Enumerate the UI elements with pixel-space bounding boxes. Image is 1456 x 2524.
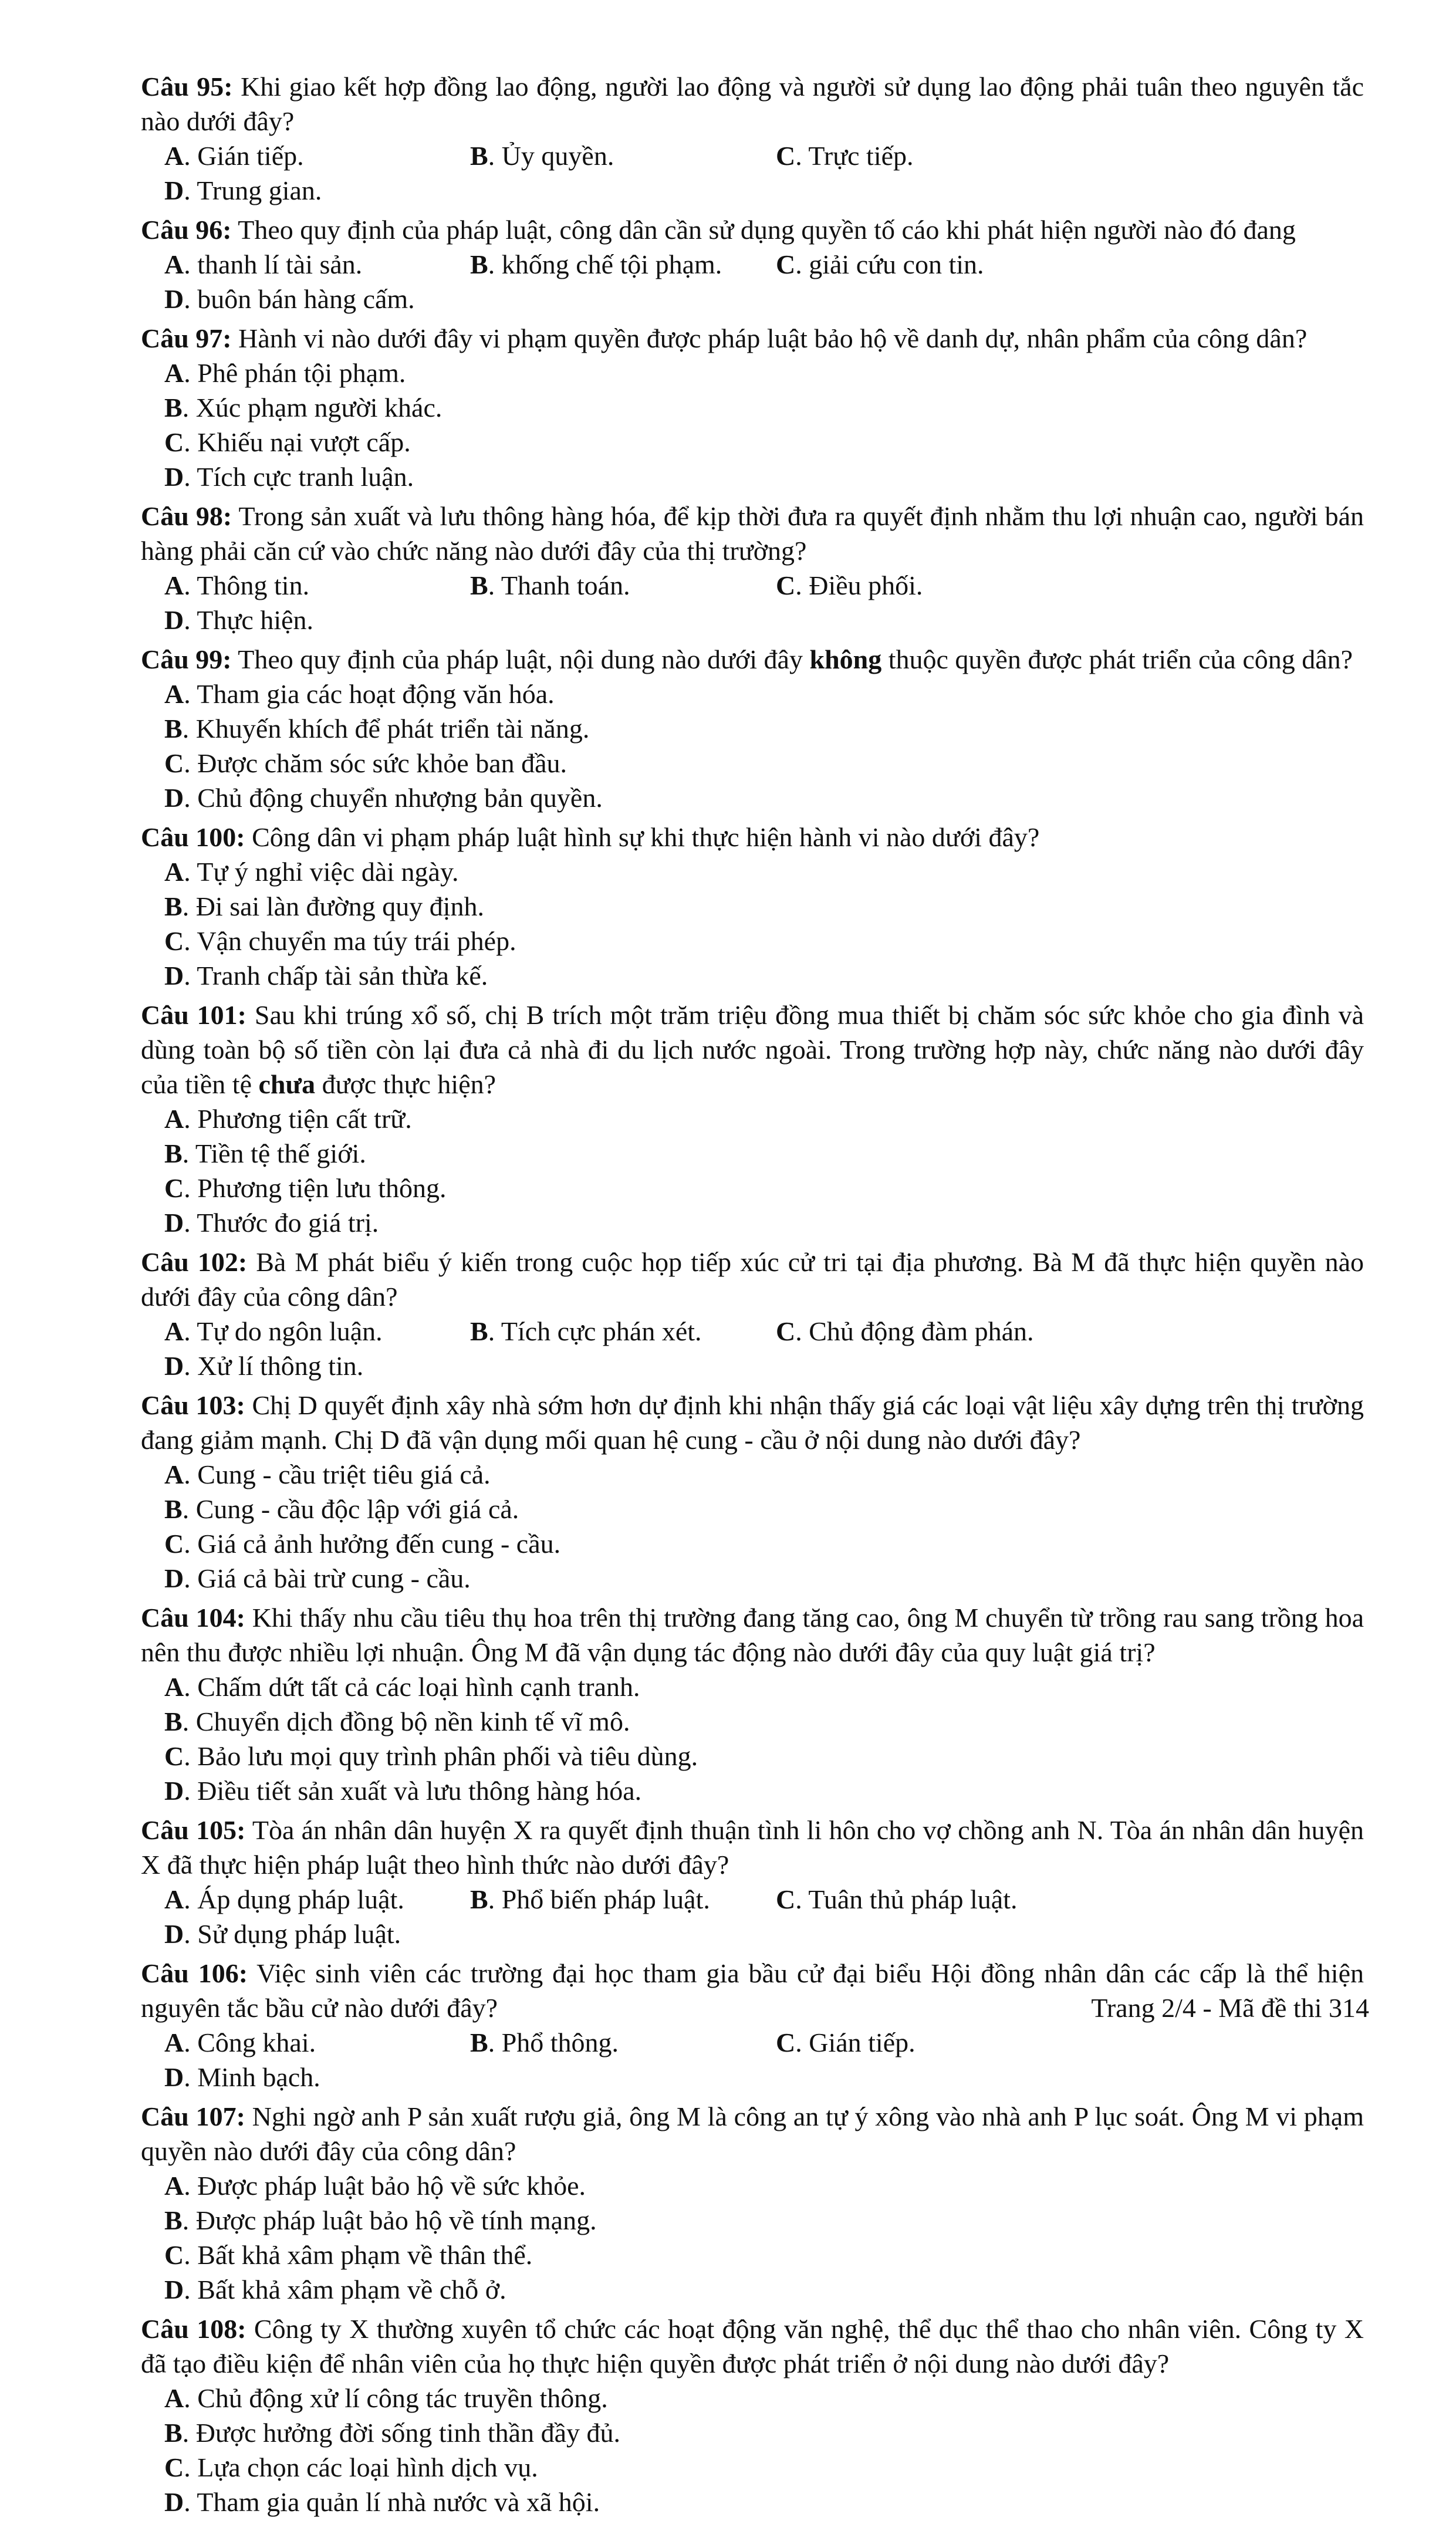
question-number: Câu 103: — [141, 1390, 245, 1420]
option-text: Thực hiện. — [197, 605, 314, 635]
question-number: Câu 107: — [141, 2101, 245, 2131]
question-stem — [141, 212, 1364, 247]
option-a: A. Công khai. — [164, 2028, 316, 2057]
option-letter: C — [776, 1884, 796, 1914]
option-text: Khiếu nại vượt cấp. — [197, 427, 411, 457]
option-letter: C — [164, 1741, 184, 1771]
option-letter: D — [164, 462, 184, 492]
question-number: Câu 96: — [141, 215, 232, 245]
option-letter: C — [164, 1173, 184, 1203]
options-list — [141, 1101, 1364, 1240]
question-block — [141, 212, 1364, 316]
question-text: Bà M phát biểu ý kiến trong cuộc họp tiếp xúc cử tri tại địa phương. Bà M đã thực hiện quyền nào dưới đây của công dân? — [141, 1247, 1364, 1312]
option-b: B. Xúc phạm người khác. — [164, 393, 442, 423]
option-d: D. Xử lí thông tin. — [164, 1351, 364, 1381]
option-letter: A — [164, 2383, 184, 2413]
option-c: C. Gián tiếp. — [776, 2028, 916, 2057]
option-letter: A — [164, 1884, 184, 1914]
question-block — [141, 69, 1364, 208]
question-stem — [141, 321, 1364, 356]
option-a: A. Phê phán tội phạm. — [164, 358, 406, 388]
option-d: D. Thực hiện. — [164, 605, 314, 635]
option-text: Trực tiếp. — [808, 141, 914, 171]
question-number: Câu 102: — [141, 1247, 248, 1277]
option-letter: B — [470, 1316, 488, 1346]
question-text: Theo quy định của pháp luật, công dân cần sử dụng quyền tố cáo khi phát hiện người nào đó đang — [231, 215, 1296, 245]
option-a: A. Áp dụng pháp luật. — [164, 1884, 404, 1914]
option-letter: C — [776, 2028, 796, 2057]
option-letter: A — [164, 141, 184, 171]
option-b: B. Ủy quyền. — [470, 141, 614, 171]
option-letter: D — [164, 783, 184, 813]
question-text: Công ty X thường xuyên tổ chức các hoạt động văn nghệ, thể dục thể thao cho nhân viên. Công ty X đã tạo điều kiện để nhân viên của họ thực hiện quyền được phát triển ở nội dung nào dưới đây? — [141, 2314, 1364, 2378]
option-text: Trung gian. — [197, 175, 322, 205]
option-letter: D — [164, 2487, 184, 2517]
option-a: A. Thông tin. — [164, 570, 310, 600]
option-a: A. Phương tiện cất trữ. — [164, 1104, 412, 1134]
question-stem — [141, 2312, 1364, 2381]
option-text: Tích cực phán xét. — [501, 1316, 702, 1346]
option-text: Phổ biến pháp luật. — [501, 1884, 710, 1914]
option-text: Thông tin. — [197, 570, 310, 600]
option-text: Khuyến khích để phát triển tài năng. — [195, 714, 590, 744]
option-d: D. buôn bán hàng cấm. — [164, 284, 415, 314]
question-text: thuộc quyền được phát triển của công dân? — [881, 644, 1353, 674]
option-letter: A — [164, 1459, 184, 1489]
option-letter: B — [164, 891, 183, 921]
question-stem — [141, 642, 1364, 677]
option-text: Gián tiếp. — [809, 2028, 916, 2057]
options-list — [141, 677, 1364, 815]
option-text: Phổ thông. — [501, 2028, 619, 2057]
question-text: Trong sản xuất và lưu thông hàng hóa, để kịp thời đưa ra quyết định nhằm thu lợi nhuận cao, người bán hàng phải căn cứ vào chức năng nào dưới đây của thị trường? — [141, 501, 1364, 566]
question-block — [141, 1813, 1364, 1951]
option-text: Tham gia quản lí nhà nước và xã hội. — [197, 2487, 600, 2517]
option-d: D. Tham gia quản lí nhà nước và xã hội. — [164, 2487, 600, 2517]
options-list — [141, 854, 1364, 993]
option-text: Chấm dứt tất cả các loại hình cạnh tranh. — [197, 1672, 640, 1702]
options-list — [141, 1457, 1364, 1596]
option-text: Xúc phạm người khác. — [195, 393, 442, 423]
question-text: Hành vi nào dưới đây vi phạm quyền được pháp luật bảo hộ về danh dự, nhân phẩm của công dân? — [231, 323, 1308, 353]
option-c: C. Vận chuyển ma túy trái phép. — [164, 926, 516, 956]
question-number: Câu 100: — [141, 822, 245, 852]
question-number: Câu 108: — [141, 2314, 246, 2344]
question-stem — [141, 69, 1364, 138]
options-list — [141, 2168, 1364, 2307]
option-b: B. Phổ biến pháp luật. — [470, 1884, 710, 1914]
option-text: Xử lí thông tin. — [197, 1351, 364, 1381]
question-text: Tòa án nhân dân huyện X ra quyết định thuận tình li hôn cho vợ chồng anh N. Tòa án nhân dân huyện X đã thực hiện pháp luật theo hình thức nào dưới đây? — [141, 1815, 1364, 1880]
option-letter: B — [470, 249, 488, 279]
option-c: C. Bất khả xâm phạm về thân thể. — [164, 2240, 533, 2270]
option-c: C. Giá cả ảnh hưởng đến cung - cầu. — [164, 1529, 561, 1559]
option-b: B. Cung - cầu độc lập với giá cả. — [164, 1494, 519, 1524]
option-letter: A — [164, 2171, 184, 2201]
option-letter: C — [776, 570, 796, 600]
option-d: D. Thước đo giá trị. — [164, 1208, 379, 1238]
option-text: Cung - cầu triệt tiêu giá cả. — [197, 1459, 491, 1489]
option-text: Tham gia các hoạt động văn hóa. — [197, 679, 555, 709]
option-letter: B — [470, 2028, 488, 2057]
option-letter: A — [164, 570, 184, 600]
question-number: Câu 95: — [141, 72, 233, 102]
option-text: Áp dụng pháp luật. — [197, 1884, 404, 1914]
question-stem — [141, 2099, 1364, 2168]
option-letter: B — [470, 141, 488, 171]
option-text: Giá cả ảnh hưởng đến cung - cầu. — [197, 1529, 561, 1559]
option-text: Đi sai làn đường quy định. — [195, 891, 485, 921]
question-text: Khi giao kết hợp đồng lao động, người lao động và người sử dụng lao động phải tuân theo nguyên tắc nào dưới đây? — [141, 72, 1364, 136]
option-b: B. Tích cực phán xét. — [470, 1316, 702, 1346]
options-list — [141, 138, 1364, 208]
option-a: A. Cung - cầu triệt tiêu giá cả. — [164, 1459, 491, 1489]
question-block — [141, 2099, 1364, 2307]
option-b: B. Được hưởng đời sống tinh thần đầy đủ. — [164, 2418, 621, 2448]
option-c: C. Chủ động đàm phán. — [776, 1316, 1034, 1346]
option-letter: C — [164, 427, 184, 457]
option-b: B. khống chế tội phạm. — [470, 249, 722, 279]
option-c: C. Phương tiện lưu thông. — [164, 1173, 447, 1203]
question-text: Việc sinh viên các trường đại học tham gia bầu cử đại biểu Hội đồng nhân dân các cấp là thể hiện nguyên tắc bầu cử nào dưới đây? — [141, 1958, 1364, 2023]
question-number: Câu 106: — [141, 1958, 248, 1988]
question-block — [141, 2312, 1364, 2519]
option-text: Tuân thủ pháp luật. — [808, 1884, 1018, 1914]
option-text: Tiền tệ thế giới. — [195, 1138, 366, 1168]
option-letter: B — [164, 1138, 183, 1168]
option-text: Lựa chọn các loại hình dịch vụ. — [197, 2452, 538, 2482]
option-d: D. Tích cực tranh luận. — [164, 462, 414, 492]
option-c: C. Bảo lưu mọi quy trình phân phối và tiêu dùng. — [164, 1741, 698, 1771]
option-text: Vận chuyển ma túy trái phép. — [197, 926, 516, 956]
option-text: Sử dụng pháp luật. — [197, 1919, 401, 1949]
option-d: D. Điều tiết sản xuất và lưu thông hàng hóa. — [164, 1776, 642, 1806]
option-text: Ủy quyền. — [501, 141, 614, 171]
option-letter: D — [164, 1919, 184, 1949]
option-text: Tích cực tranh luận. — [197, 462, 414, 492]
option-text: Tranh chấp tài sản thừa kế. — [197, 961, 488, 991]
option-text: Chủ động chuyển nhượng bản quyền. — [197, 783, 603, 813]
option-b: B. Phổ thông. — [470, 2028, 619, 2057]
options-list — [141, 1670, 1364, 1808]
option-d: D. Chủ động chuyển nhượng bản quyền. — [164, 783, 603, 813]
option-text: Thanh toán. — [501, 570, 630, 600]
option-text: Phương tiện lưu thông. — [197, 1173, 447, 1203]
question-block — [141, 1245, 1364, 1383]
question-stem — [141, 499, 1364, 568]
option-letter: C — [164, 748, 184, 778]
option-letter: A — [164, 1316, 184, 1346]
option-text: Công khai. — [197, 2028, 316, 2057]
option-c: C. Được chăm sóc sức khỏe ban đầu. — [164, 748, 567, 778]
option-letter: C — [776, 249, 796, 279]
option-a: A. Gián tiếp. — [164, 141, 304, 171]
option-letter: B — [164, 1707, 183, 1736]
option-letter: B — [164, 393, 183, 423]
option-d: D. Bất khả xâm phạm về chỗ ở. — [164, 2275, 506, 2305]
question-number: Câu 99: — [141, 644, 232, 674]
option-letter: B — [164, 1494, 183, 1524]
option-text: Được chăm sóc sức khỏe ban đầu. — [197, 748, 567, 778]
question-stem — [141, 1245, 1364, 1314]
option-text: Chủ động đàm phán. — [809, 1316, 1034, 1346]
option-d: D. Tranh chấp tài sản thừa kế. — [164, 961, 488, 991]
option-d: D. Sử dụng pháp luật. — [164, 1919, 401, 1949]
option-letter: D — [164, 284, 184, 314]
option-c: C. Trực tiếp. — [776, 141, 914, 171]
option-a: A. Tham gia các hoạt động văn hóa. — [164, 679, 555, 709]
option-text: Được hưởng đời sống tinh thần đầy đủ. — [195, 2418, 621, 2448]
option-b: B. Tiền tệ thế giới. — [164, 1138, 366, 1168]
option-letter: A — [164, 679, 184, 709]
options-list — [141, 1882, 1364, 1951]
question-number: Câu 101: — [141, 1000, 247, 1030]
question-block — [141, 642, 1364, 815]
emphasis-word: không — [809, 644, 882, 674]
question-text: Nghi ngờ anh P sản xuất rượu giả, ông M là công an tự ý xông vào nhà anh P lục soát. Ông M vi phạm quyền nào dưới đây của công dân? — [141, 2101, 1364, 2166]
question-stem — [141, 820, 1364, 854]
option-b: B. Chuyển dịch đồng bộ nền kinh tế vĩ mô. — [164, 1707, 630, 1736]
question-block — [141, 499, 1364, 637]
question-text: Sau khi trúng xổ số, chị B trích một trăm triệu đồng mua thiết bị chăm sóc sức khỏe cho gia đình và dùng toàn bộ số tiền còn lại đưa cả nhà đi du lịch nước ngoài. Trong trường hợp này, chức năng nào dưới đây của tiền tệ — [141, 1000, 1364, 1099]
option-letter: C — [164, 2240, 184, 2270]
option-letter: A — [164, 2028, 184, 2057]
option-b: B. Thanh toán. — [470, 570, 630, 600]
question-text: Khi thấy nhu cầu tiêu thụ hoa trên thị trường đang tăng cao, ông M chuyển từ trồng rau sang trồng hoa nên thu được nhiều lợi nhuận. Ông M đã vận dụng tác động nào dưới đây của quy luật giá trị? — [141, 1603, 1364, 1667]
options-list — [141, 356, 1364, 494]
option-a: A. Chủ động xử lí công tác truyền thông. — [164, 2383, 608, 2413]
option-c: C. Khiếu nại vượt cấp. — [164, 427, 411, 457]
question-number: Câu 98: — [141, 501, 232, 531]
option-letter: A — [164, 1104, 184, 1134]
option-letter: D — [164, 605, 184, 635]
question-text: được thực hiện? — [315, 1069, 496, 1099]
option-a: A. Tự ý nghỉ việc dài ngày. — [164, 857, 459, 887]
option-b: B. Đi sai làn đường quy định. — [164, 891, 485, 921]
option-text: Được pháp luật bảo hộ về tính mạng. — [195, 2205, 597, 2235]
option-a: A. Tự do ngôn luận. — [164, 1316, 383, 1346]
option-text: Bất khả xâm phạm về chỗ ở. — [197, 2275, 506, 2305]
option-text: Chuyển dịch đồng bộ nền kinh tế vĩ mô. — [195, 1707, 630, 1736]
option-b: B. Khuyến khích để phát triển tài năng. — [164, 714, 590, 744]
option-letter: C — [776, 1316, 796, 1346]
options-list — [141, 2025, 1364, 2094]
option-letter: D — [164, 1563, 184, 1593]
option-letter: D — [164, 961, 184, 991]
question-number: Câu 104: — [141, 1603, 245, 1633]
option-a: A. Được pháp luật bảo hộ về sức khỏe. — [164, 2171, 586, 2201]
question-text: Chị D quyết định xây nhà sớm hơn dự định khi nhận thấy giá các loại vật liệu xây dựng trên thị trường đang giảm mạnh. Chị D đã vận dụng mối quan hệ cung - cầu ở nội dung nào dưới đây? — [141, 1390, 1364, 1455]
option-text: Chủ động xử lí công tác truyền thông. — [197, 2383, 608, 2413]
question-text: Theo quy định của pháp luật, nội dung nào dưới đây — [231, 644, 810, 674]
option-letter: C — [776, 141, 796, 171]
option-text: Bảo lưu mọi quy trình phân phối và tiêu dùng. — [197, 1741, 698, 1771]
option-letter: D — [164, 175, 184, 205]
option-text: Cung - cầu độc lập với giá cả. — [195, 1494, 519, 1524]
option-a: A. Chấm dứt tất cả các loại hình cạnh tranh. — [164, 1672, 640, 1702]
option-c: C. Lựa chọn các loại hình dịch vụ. — [164, 2452, 538, 2482]
question-number: Câu 105: — [141, 1815, 246, 1845]
option-letter: C — [164, 2452, 184, 2482]
option-d: D. Giá cả bài trừ cung - cầu. — [164, 1563, 471, 1593]
option-letter: B — [164, 2205, 183, 2235]
option-c: C. giải cứu con tin. — [776, 249, 984, 279]
option-letter: A — [164, 1672, 184, 1702]
option-letter: D — [164, 2275, 184, 2305]
option-letter: A — [164, 249, 184, 279]
option-text: Minh bạch. — [197, 2062, 320, 2092]
option-text: thanh lí tài sản. — [197, 249, 363, 279]
options-list — [141, 1314, 1364, 1383]
emphasis-word: chưa — [258, 1069, 316, 1099]
question-block — [141, 998, 1364, 1240]
option-letter: B — [470, 1884, 488, 1914]
option-text: Điều phối. — [809, 570, 923, 600]
option-text: Gián tiếp. — [197, 141, 304, 171]
question-block — [141, 820, 1364, 993]
option-letter: C — [164, 926, 184, 956]
option-d: D. Minh bạch. — [164, 2062, 320, 2092]
option-letter: D — [164, 1351, 184, 1381]
option-d: D. Trung gian. — [164, 175, 322, 205]
option-text: Phê phán tội phạm. — [197, 358, 406, 388]
option-letter: C — [164, 1529, 184, 1559]
question-stem — [141, 998, 1364, 1101]
option-text: khống chế tội phạm. — [501, 249, 722, 279]
option-text: Giá cả bài trừ cung - cầu. — [197, 1563, 471, 1593]
exam-page — [141, 69, 1364, 2524]
option-text: Phương tiện cất trữ. — [197, 1104, 412, 1134]
question-block — [141, 1600, 1364, 1808]
option-text: Được pháp luật bảo hộ về sức khỏe. — [197, 2171, 586, 2201]
question-block — [141, 1956, 1364, 2094]
option-letter: D — [164, 1776, 184, 1806]
option-text: giải cứu con tin. — [809, 249, 984, 279]
option-letter: A — [164, 857, 184, 887]
options-list — [141, 2381, 1364, 2519]
option-c: C. Điều phối. — [776, 570, 923, 600]
page-footer: Trang 2/4 - Mã đề thi 314 — [1091, 1993, 1369, 2023]
option-letter: D — [164, 2062, 184, 2092]
option-letter: B — [470, 570, 488, 600]
option-text: Thước đo giá trị. — [197, 1208, 379, 1238]
option-text: Tự ý nghỉ việc dài ngày. — [197, 857, 459, 887]
option-letter: B — [164, 2418, 183, 2448]
option-letter: B — [164, 714, 183, 744]
option-c: C. Tuân thủ pháp luật. — [776, 1884, 1018, 1914]
options-list — [141, 568, 1364, 637]
question-text: Công dân vi phạm pháp luật hình sự khi thực hiện hành vi nào dưới đây? — [245, 822, 1040, 852]
question-stem — [141, 1388, 1364, 1457]
question-block — [141, 1388, 1364, 1596]
question-block — [141, 321, 1364, 494]
option-b: B. Được pháp luật bảo hộ về tính mạng. — [164, 2205, 597, 2235]
option-text: Tự do ngôn luận. — [197, 1316, 383, 1346]
question-stem — [141, 1813, 1364, 1882]
option-text: Bất khả xâm phạm về thân thể. — [197, 2240, 533, 2270]
option-text: buôn bán hàng cấm. — [197, 284, 415, 314]
option-a: A. thanh lí tài sản. — [164, 249, 363, 279]
option-text: Điều tiết sản xuất và lưu thông hàng hóa. — [197, 1776, 642, 1806]
question-number: Câu 97: — [141, 323, 232, 353]
option-letter: A — [164, 358, 184, 388]
question-stem — [141, 1600, 1364, 1670]
options-list — [141, 247, 1364, 316]
option-letter: D — [164, 1208, 184, 1238]
